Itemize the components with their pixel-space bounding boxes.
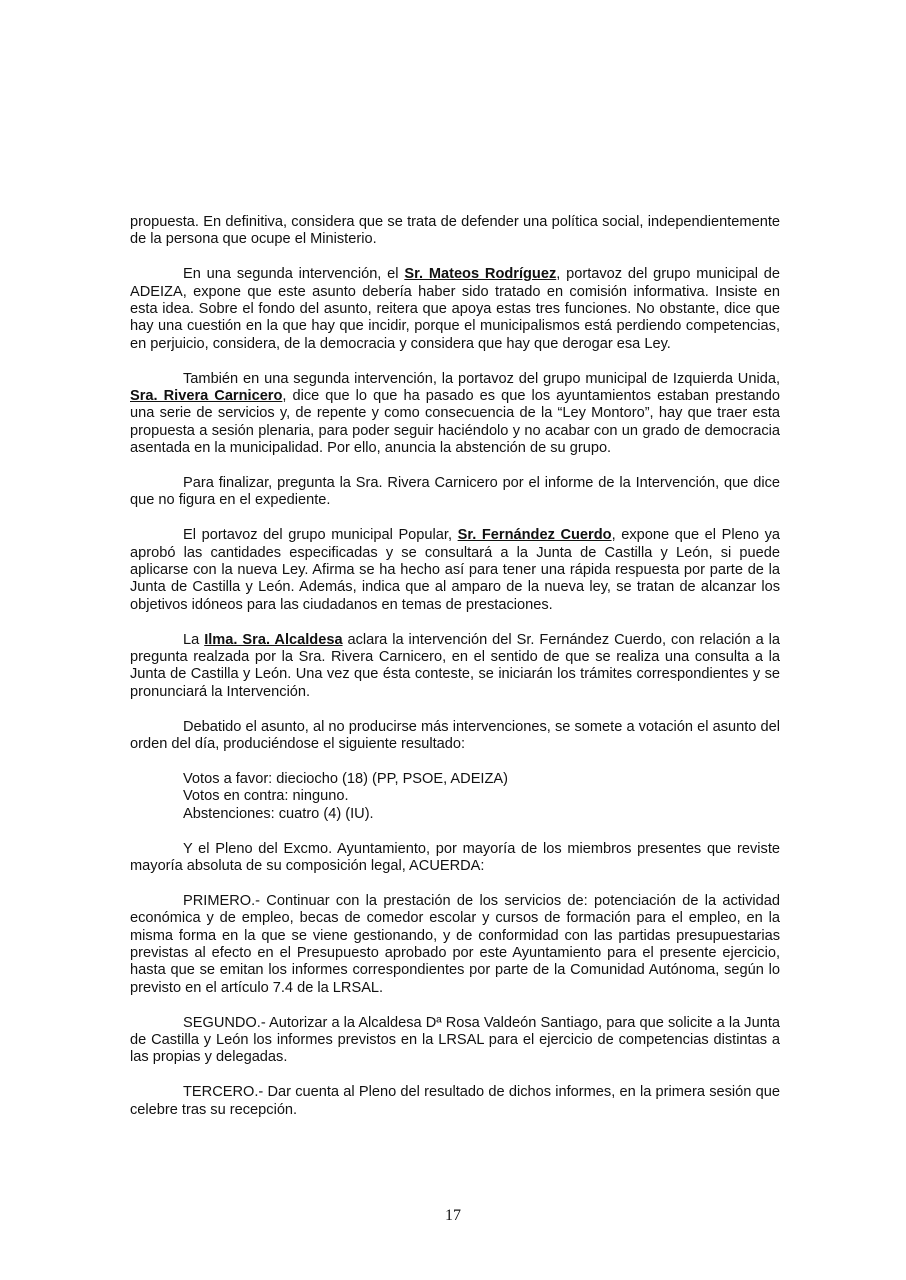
paragraph-text: , dice que lo que ha pasado es que los ayuntamientos estaban prestando una serie de servicios y, de repente y como consecuencia de la “Ley Montoro”, hay que traer esta propuesta a sesión plenaria, para poder seguir haciéndolo y no acabar con un grado de democracia asentada en la municipalidad. Por ello, anuncia la abstención de su grupo. xyxy=(130,388,780,457)
speaker-name: Sr. Mateos Rodríguez xyxy=(404,266,557,283)
paragraph-fernandez xyxy=(130,527,780,614)
paragraph-text: La xyxy=(183,631,205,648)
speaker-name: Ilma. Sra. Alcaldesa xyxy=(204,631,343,648)
paragraph-rivera xyxy=(130,371,780,458)
paragraph-text: También en una segunda intervención, la portavoz del grupo municipal de Izquierda Unida, xyxy=(183,370,780,387)
paragraph-tercero: TERCERO.- Dar cuenta al Pleno del resultado de dichos informes, en la primera sesión que celebre tras su recepción. xyxy=(130,1084,780,1118)
votes-favor: Votos a favor: dieciocho (18) (PP, PSOE, ADEIZA) xyxy=(183,770,508,787)
paragraph-continuation: propuesta. En definitiva, considera que se trata de defender una política social, independientemente de la persona que ocupe el Ministerio. xyxy=(130,214,780,248)
paragraph-alcaldesa xyxy=(130,632,780,702)
votes-abstenciones: Abstenciones: cuatro (4) (IU). xyxy=(183,805,374,822)
votes-contra: Votos en contra: ninguno. xyxy=(183,788,349,805)
paragraph-text: El portavoz del grupo municipal Popular, xyxy=(183,527,458,544)
paragraph-primero: PRIMERO.- Continuar con la prestación de los servicios de: potenciación de la actividad económica y de empleo, becas de comedor escolar y cursos de formación para el empleo, en la misma forma en la que se viene gestionando, y de conformidad con las partidas presupuestarias previstas al efecto en el Presupuesto aprobado por este Ayuntamiento para el presente ejercicio, hasta que se emitan los informes correspondientes por parte de la Comunidad Autónoma, según lo previsto en el artículo 7.4 de la LRSAL. xyxy=(130,892,780,996)
paragraph-text: En una segunda intervención, el xyxy=(183,266,405,283)
vote-results xyxy=(183,771,780,823)
speaker-name: Sr. Fernández Cuerdo xyxy=(457,527,612,544)
paragraph-informe: Para finalizar, pregunta la Sra. Rivera Carnicero por el informe de la Intervención, que dice que no figura en el expediente. xyxy=(130,475,780,509)
paragraph-text: , expone que el Pleno ya aprobó las cantidades especificadas y se consultará a la Junta de Castilla y León, si puede aplicarse con la nueva Ley. Afirma se ha hecho así para tener una rápida respuesta por parte de la Junta de Castilla y León. Además, indica que al amparo de la nueva ley, se tratan de alcanzar los objetivos idóneos para las ciudadanos en temas de prestaciones. xyxy=(130,527,780,613)
speaker-name: Sra. Rivera Carnicero xyxy=(130,388,283,405)
paragraph-votacion: Debatido el asunto, al no producirse más intervenciones, se somete a votación el asunto del orden del día, produciéndose el siguiente resultado: xyxy=(130,718,780,753)
document-body xyxy=(130,214,780,1136)
paragraph-acuerda: Y el Pleno del Excmo. Ayuntamiento, por mayoría de los miembros presentes que reviste mayoría absoluta de su composición legal, ACUERDA: xyxy=(130,840,780,874)
paragraph-text: aclara la intervención del Sr. Fernández Cuerdo, con relación a la pregunta realzada por la Sra. Rivera Carnicero, en el sentido de que se realiza una consulta a la Junta de Castilla y León. Una vez que ésta conteste, se iniciarán los trámites correspondientes y se pronunciará la Intervención. xyxy=(130,631,780,700)
paragraph-text: , portavoz del grupo municipal de ADEIZA, expone que este asunto debería haber sido tratado en comisión informativa. Insiste en esta idea. Sobre el fondo del asunto, reitera que apoya estas tres funciones. No obstante, dice que hay una cuestión en la que hay que incidir, porque el municipalismos está perdiendo competencias, en perjuicio, considera, de la democracia y considera que hay que derogar esa Ley. xyxy=(130,266,780,352)
page-number: 17 xyxy=(445,1207,461,1224)
paragraph-mateos xyxy=(130,266,780,353)
paragraph-segundo: SEGUNDO.- Autorizar a la Alcaldesa Dª Rosa Valdeón Santiago, para que solicite a la Junta de Castilla y León los informes previstos en la LRSAL para el ejercicio de competencias distintas a las propias y delegadas. xyxy=(130,1014,780,1066)
